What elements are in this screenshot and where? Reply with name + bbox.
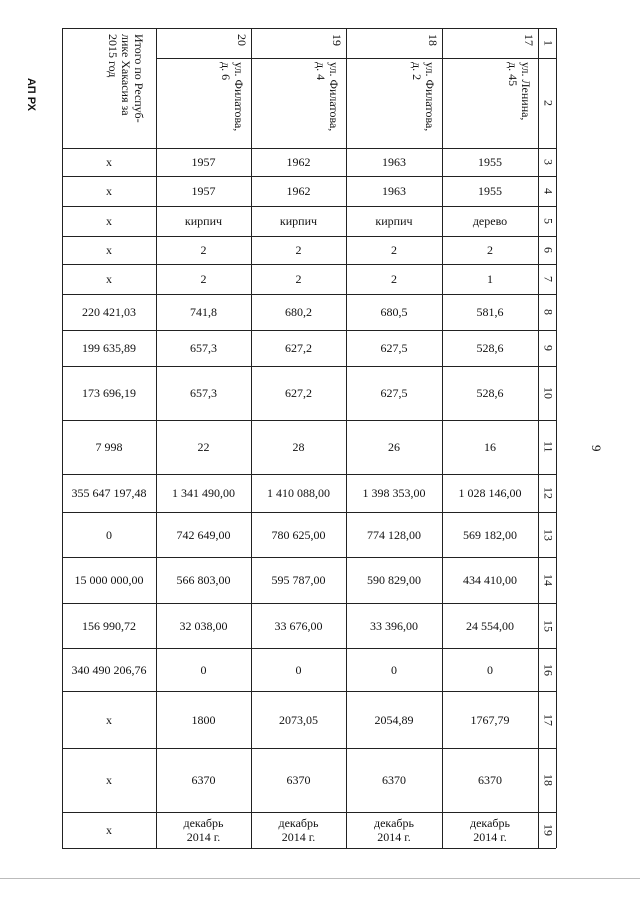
table-rule <box>62 28 556 29</box>
column-number: 19 <box>330 34 344 46</box>
row-number-label: 5 <box>541 218 556 224</box>
row-number-label: 8 <box>541 309 556 315</box>
table-cell: 566 803,00 <box>176 573 231 587</box>
row-number-label: 10 <box>541 387 556 399</box>
table-cell: 6370 <box>478 773 502 787</box>
row-number-label: 16 <box>541 663 556 676</box>
row-number-label: 4 <box>541 188 556 194</box>
table-cell: дерево <box>472 214 508 228</box>
table-cell: 774 128,00 <box>367 527 421 542</box>
table-cell: 627,2 <box>285 386 312 400</box>
row-number-label: 1 <box>541 40 556 46</box>
table-cell: 2 <box>295 272 302 286</box>
table-cell: 1767,79 <box>470 712 510 727</box>
table-cell: х <box>106 155 112 169</box>
table-cell: 16 <box>484 440 496 454</box>
table-cell: 22 <box>197 440 210 454</box>
table-cell: 1955 <box>478 184 502 198</box>
table-cell: 28 <box>292 440 305 454</box>
table-cell: 173 696,19 <box>82 386 136 400</box>
table-cell: 595 787,00 <box>271 573 326 587</box>
table-cell: 1 341 490,00 <box>172 486 235 500</box>
table-cell: кирпич <box>184 214 223 228</box>
row-number <box>538 474 558 512</box>
table-cell: 581,6 <box>476 305 504 319</box>
table-cell: 220 421,03 <box>82 305 136 319</box>
table-cell: декабрь 2014 г. <box>183 816 224 844</box>
table-cell: 2054,89 <box>374 712 414 727</box>
column-header: ул. Филатова, д. 2 <box>410 62 437 132</box>
table-cell: 6370 <box>382 773 406 787</box>
table-cell: 741,8 <box>190 305 217 319</box>
row-number <box>538 812 558 848</box>
table-cell: 2 <box>487 243 493 257</box>
row-number-label: 3 <box>541 159 556 165</box>
row-number-label: 13 <box>541 528 556 541</box>
table-cell: 7 998 <box>95 440 123 454</box>
row-number <box>538 28 558 58</box>
table-cell: х <box>106 773 112 787</box>
row-number-label: 9 <box>541 345 556 351</box>
row-number <box>538 748 558 812</box>
table-cell: х <box>106 214 112 228</box>
table-cell: 1955 <box>478 155 502 169</box>
row-number <box>538 264 558 294</box>
row-number <box>538 148 558 176</box>
column-header: ул. Филатова, д. 6 <box>219 62 246 132</box>
table-cell: 1800 <box>191 712 216 727</box>
table-cell: 2 <box>200 243 207 257</box>
table-cell: 2 <box>391 272 397 286</box>
column-header: ул. Филатова, д. 4 <box>314 62 341 132</box>
table-cell: 26 <box>388 440 400 454</box>
table-cell: 1 410 088,00 <box>267 486 330 500</box>
table-cell: 680,5 <box>380 305 408 319</box>
table-cell: х <box>106 184 112 198</box>
row-number-label: 7 <box>541 276 556 282</box>
table-cell: декабрь 2014 г. <box>470 816 510 844</box>
row-number-label: 12 <box>541 487 556 499</box>
table-cell: 340 490 206,76 <box>71 662 147 677</box>
row-number <box>538 58 558 148</box>
page-bottom-rule <box>0 878 640 879</box>
table-cell: 742 649,00 <box>176 527 231 542</box>
table-rule <box>156 58 538 59</box>
row-number <box>538 557 558 603</box>
table-cell: 1963 <box>382 155 406 169</box>
table-cell: 6370 <box>286 773 311 787</box>
row-number <box>538 512 558 557</box>
table-cell: х <box>106 272 112 286</box>
table-cell: х <box>106 243 112 257</box>
table-cell: 680,2 <box>285 305 312 319</box>
table-cell: 355 647 197,48 <box>71 486 147 500</box>
table-cell: 1963 <box>382 184 406 198</box>
table-cell: 33 676,00 <box>274 618 323 633</box>
table-cell: 528,6 <box>476 386 504 400</box>
table-cell: 1 398 353,00 <box>362 486 426 500</box>
table-cell: 156 990,72 <box>82 618 136 633</box>
table-cell: кирпич <box>279 214 318 228</box>
table-cell: 1 028 146,00 <box>458 486 522 500</box>
table-rule <box>62 848 556 849</box>
table-cell: 1962 <box>286 184 311 198</box>
row-number <box>538 236 558 264</box>
table-cell: 33 396,00 <box>370 618 418 633</box>
row-number-label: 14 <box>541 574 556 586</box>
table-cell: 2 <box>295 243 302 257</box>
table-cell: 627,2 <box>285 341 312 355</box>
row-number-label: 2 <box>541 100 556 106</box>
side-label: АП РХ <box>25 78 37 112</box>
table-cell: 0 <box>295 662 302 677</box>
row-number-label: 6 <box>541 247 556 253</box>
total-column-header: Итого по Респуб- лике Хакасия за 2015 год <box>106 34 146 123</box>
table-cell: 0 <box>391 662 397 677</box>
table-cell: 32 038,00 <box>179 618 228 633</box>
table-cell: 657,3 <box>190 341 217 355</box>
table-cell: 2 <box>200 272 207 286</box>
table-cell: 24 554,00 <box>466 618 514 633</box>
table-cell: кирпич <box>375 214 413 228</box>
column-header: ул. Ленина, д. 45 <box>506 62 533 121</box>
row-number-label: 11 <box>541 441 556 453</box>
table-cell: 0 <box>200 662 207 677</box>
row-number <box>538 691 558 748</box>
table-cell: 528,6 <box>476 341 504 355</box>
table-cell: 590 829,00 <box>367 573 421 587</box>
table-cell: 1957 <box>191 184 216 198</box>
row-number-label: 19 <box>541 824 556 836</box>
table-cell: 199 635,89 <box>82 341 136 355</box>
table-cell: х <box>106 712 112 727</box>
table-cell: 1 <box>487 272 493 286</box>
table-cell: 627,5 <box>380 386 408 400</box>
row-number-label: 15 <box>541 619 556 632</box>
row-number <box>538 603 558 648</box>
table-cell: 1957 <box>191 155 216 169</box>
row-number <box>538 206 558 236</box>
row-number <box>538 420 558 474</box>
table-cell: 2 <box>391 243 397 257</box>
row-number <box>538 648 558 691</box>
row-number-label: 18 <box>541 774 556 786</box>
table-cell: 657,3 <box>190 386 217 400</box>
table-cell: 6370 <box>191 773 216 787</box>
row-number-label: 17 <box>541 713 556 726</box>
table-cell: 1962 <box>286 155 311 169</box>
table-cell: 434 410,00 <box>463 573 517 587</box>
table-cell: 627,5 <box>380 341 408 355</box>
row-number <box>538 330 558 366</box>
table-cell: 0 <box>106 527 112 542</box>
page-number: 9 <box>589 445 604 452</box>
column-number: 18 <box>426 34 440 46</box>
table-cell: 569 182,00 <box>463 527 517 542</box>
table-cell: х <box>106 823 112 837</box>
row-number <box>538 176 558 206</box>
table-cell: 15 000 000,00 <box>74 573 144 587</box>
table-rule <box>538 58 556 59</box>
table-cell: 780 625,00 <box>271 527 326 542</box>
row-number <box>538 294 558 330</box>
column-number: 20 <box>235 34 249 46</box>
table-cell: 0 <box>487 662 493 677</box>
table-cell: декабрь 2014 г. <box>374 816 414 844</box>
row-number <box>538 366 558 420</box>
table-cell: 2073,05 <box>279 712 318 727</box>
column-number: 17 <box>522 34 536 46</box>
table-cell: декабрь 2014 г. <box>278 816 319 844</box>
